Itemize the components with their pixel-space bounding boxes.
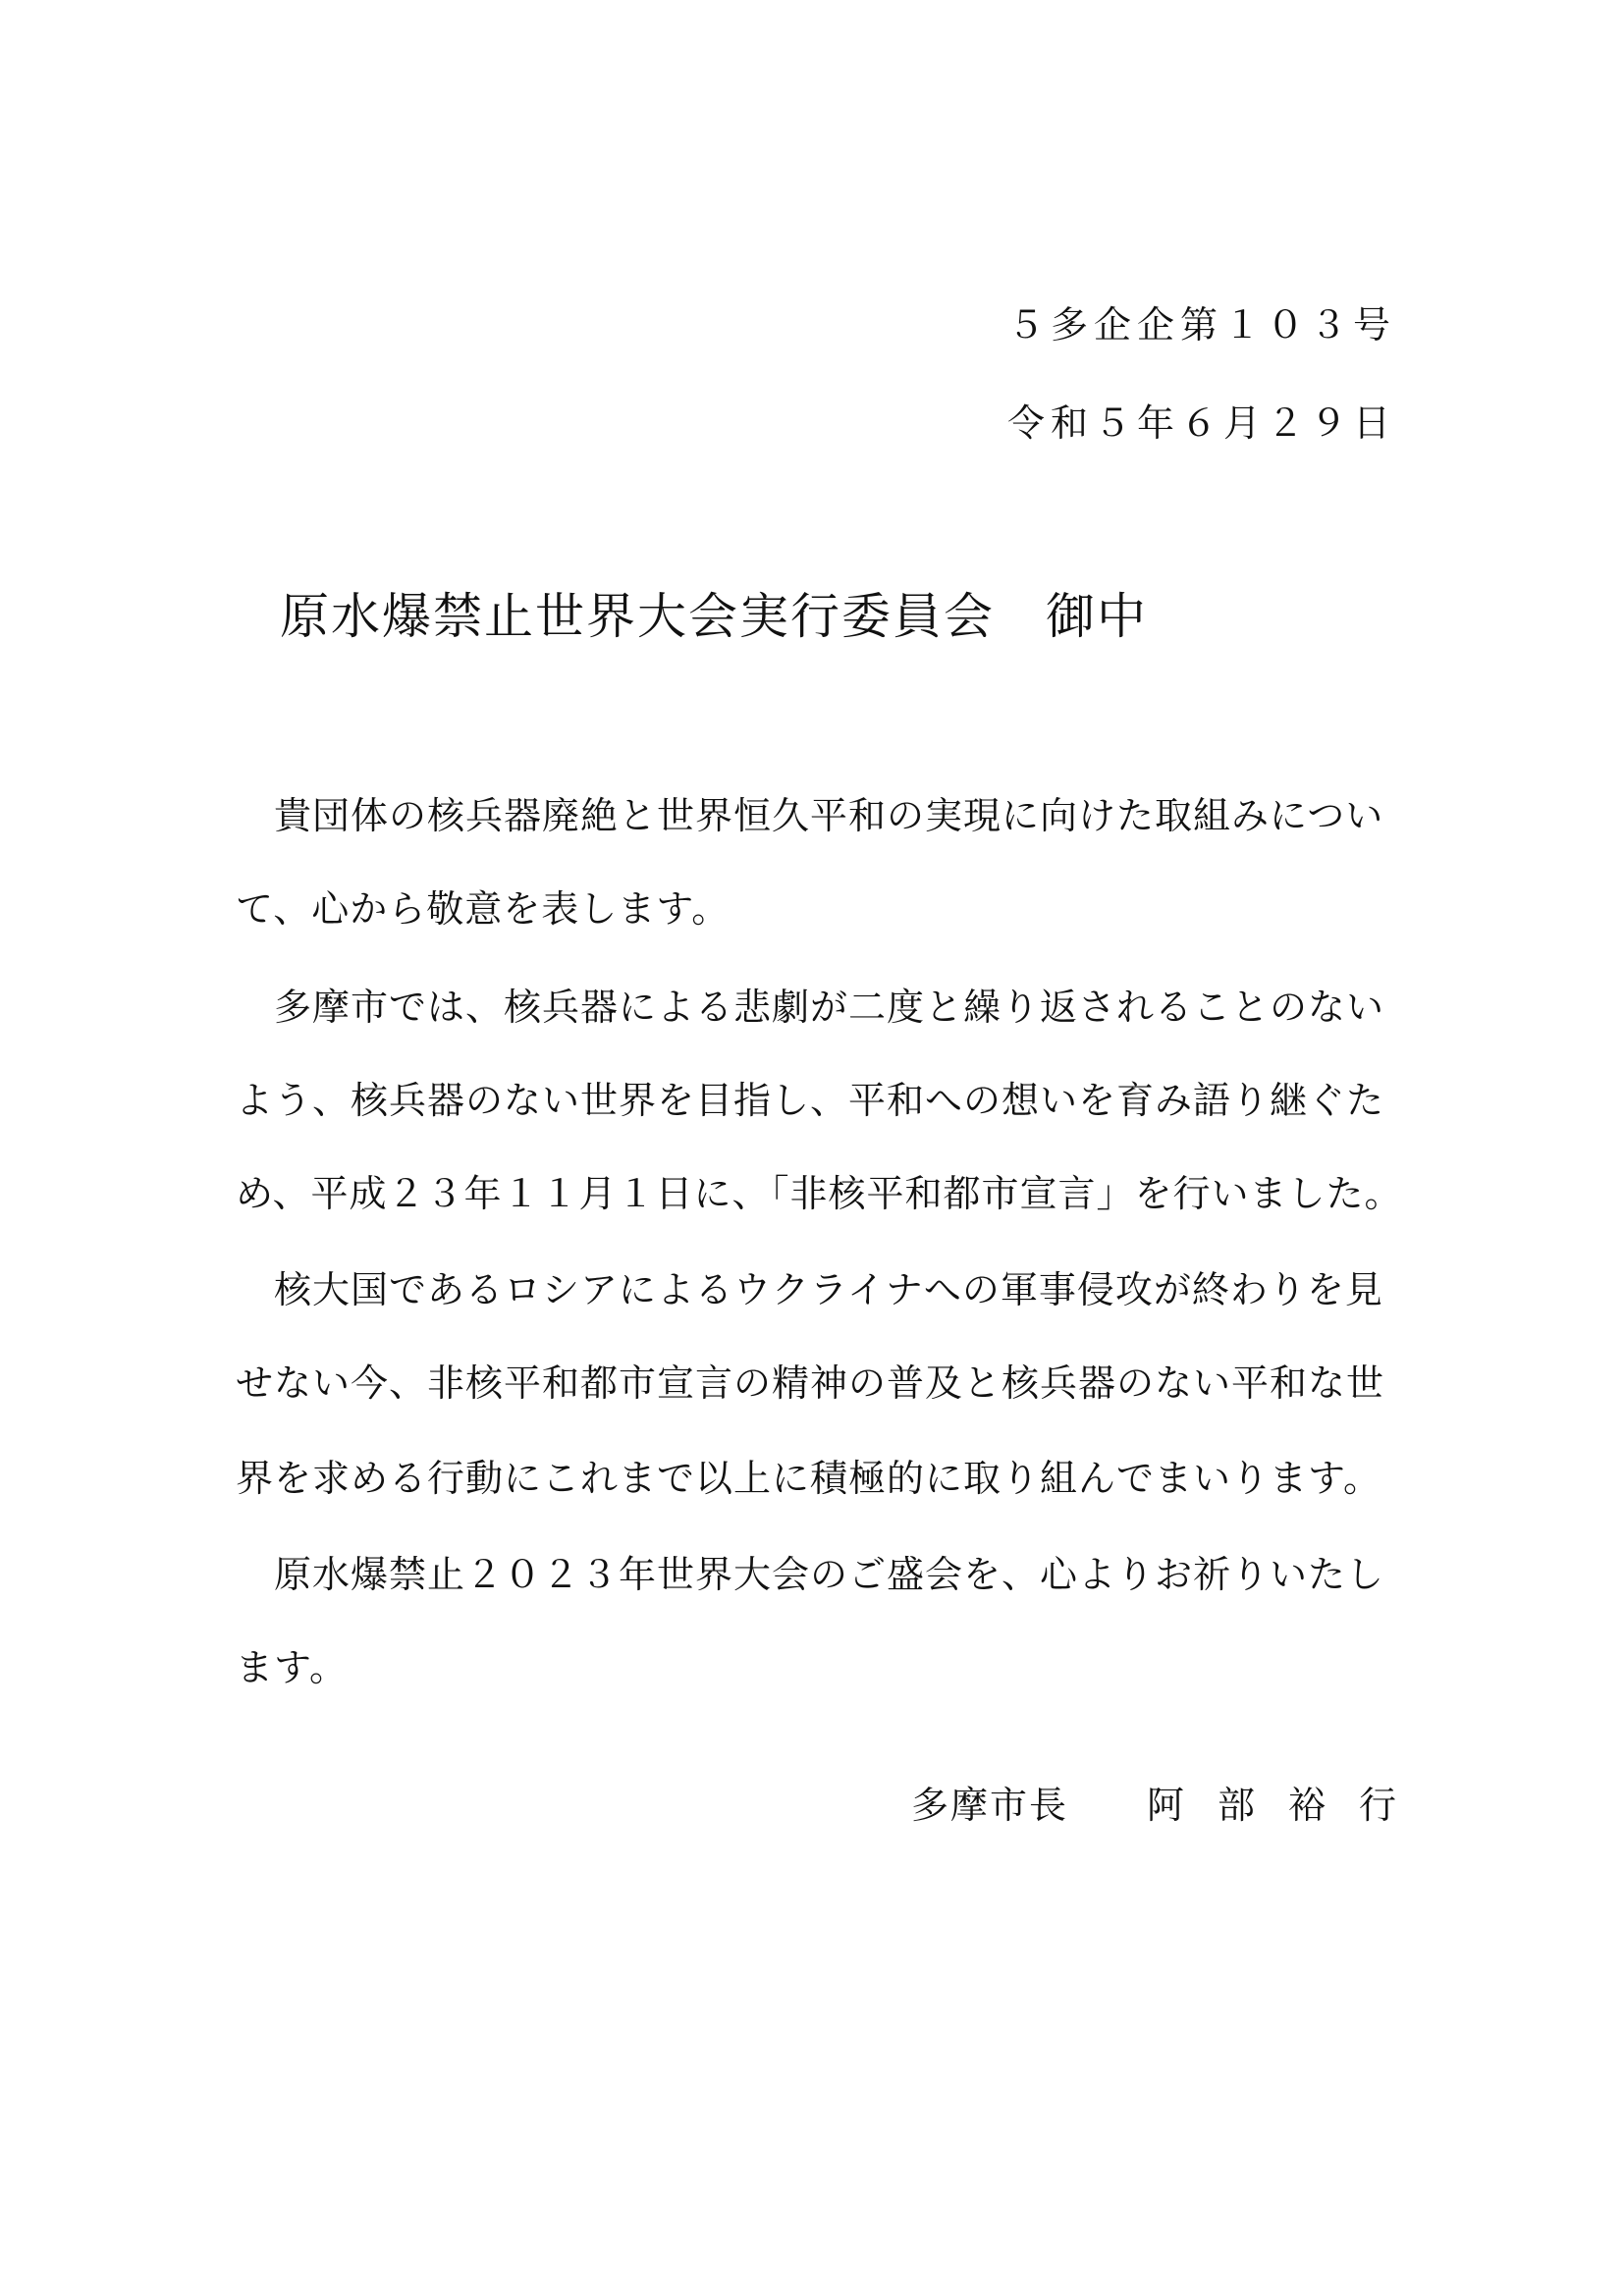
body-line-10: ます。	[236, 1646, 348, 1689]
body-line-9: 原水爆禁止２０２３年世界大会のご盛会を、心よりお祈りいたし	[236, 1553, 1385, 1596]
signature-block	[910, 1775, 1430, 1829]
signature-title: 多摩市長	[910, 1784, 1068, 1827]
signature-name: 阿部裕行	[1146, 1784, 1430, 1827]
body-line-4: よう、核兵器のない世界を目指し、平和への想いを育み語り継ぐた	[236, 1079, 1385, 1122]
body-line-7: せない今、非核平和都市宣言の精神の普及と核兵器のない平和な世	[236, 1362, 1385, 1405]
document-date: 令和５年６月２９日	[1006, 401, 1396, 445]
body-line-3: 多摩市では、核兵器による悲劇が二度と繰り返されることのない	[236, 986, 1385, 1029]
body-line-8: 界を求める行動にこれまで以上に積極的に取り組んでまいります。	[236, 1457, 1381, 1500]
body-line-6: 核大国であるロシアによるウクライナへの軍事侵攻が終わりを見	[236, 1268, 1383, 1311]
body-line-5: め、平成２３年１１月１日に、「非核平和都市宣言」を行いました。	[236, 1172, 1403, 1215]
reference-number: ５多企企第１０３号	[1006, 303, 1396, 347]
body-line-2: て、心から敬意を表します。	[236, 887, 731, 931]
body-line-1: 貴団体の核兵器廃絶と世界恒久平和の実現に向けた取組みについ	[236, 794, 1384, 837]
addressee: 原水爆禁止世界大会実行委員会 御中	[280, 588, 1148, 645]
